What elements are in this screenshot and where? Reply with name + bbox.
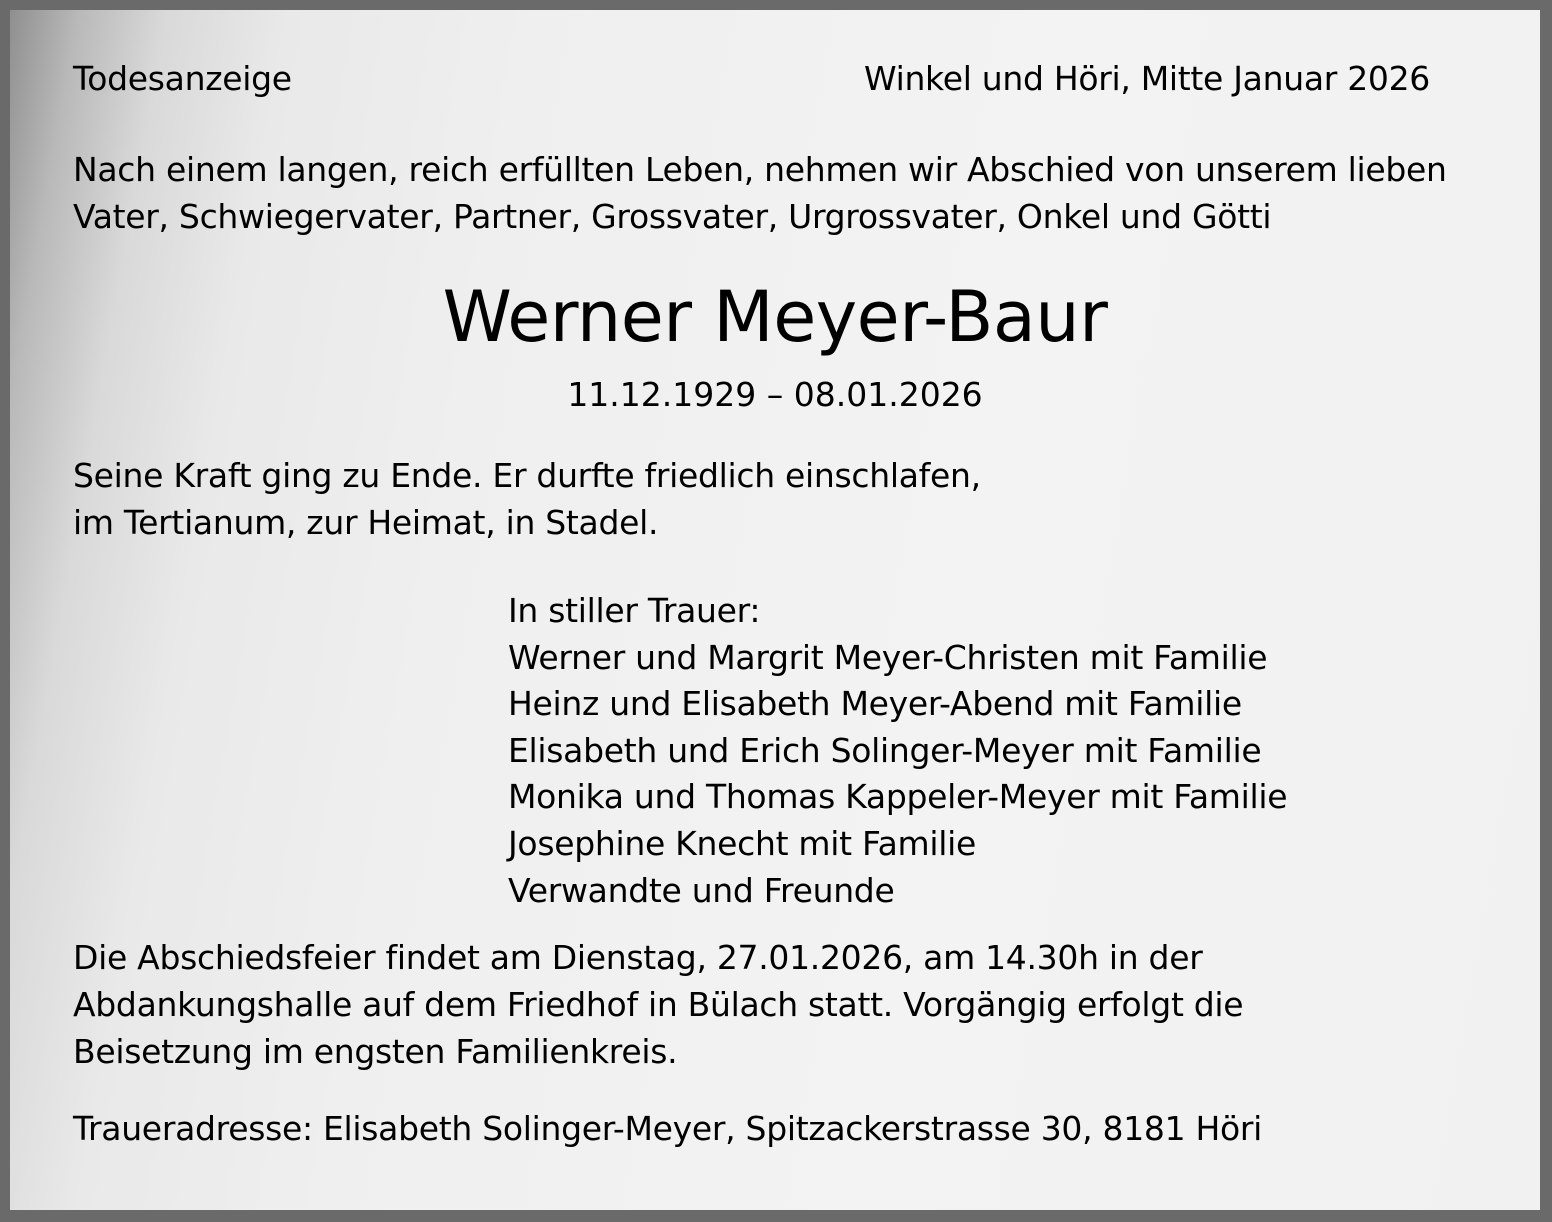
intro-line: Nach einem langen, reich erfüllten Leben, nehmen wir Abschied von unserem lieben	[73, 150, 1447, 189]
mourning-address: Traueradresse: Elisabeth Solinger-Meyer, Spitzackerstrasse 30, 8181 Höri	[73, 1109, 1263, 1148]
passing-line: Seine Kraft ging zu Ende. Er durfte friedlich einschlafen,	[73, 456, 981, 495]
intro-text	[73, 146, 1447, 240]
ceremony-text	[73, 934, 1243, 1075]
passing-line: im Tertianum, zur Heimat, in Stadel.	[73, 503, 659, 542]
ceremony-line: Beisetzung im engsten Familienkreis.	[73, 1032, 678, 1071]
ceremony-line: Abdankungshalle auf dem Friedhof in Bülach statt. Vorgängig erfolgt die	[73, 985, 1244, 1024]
mourners-list	[508, 588, 1287, 914]
mourners-heading: In stiller Trauer:	[508, 591, 761, 630]
deceased-name: Werner Meyer-Baur	[442, 276, 1108, 358]
passing-text	[73, 452, 981, 546]
mourner-entry: Elisabeth und Erich Solinger-Meyer mit Familie	[508, 730, 1262, 770]
mourner-entry: Verwandte und Freunde	[508, 870, 895, 910]
mourner-entry: Monika und Thomas Kappeler-Meyer mit Familie	[508, 777, 1288, 817]
notice-type-label: Todesanzeige	[73, 59, 292, 98]
mourner-entry: Heinz und Elisabeth Meyer-Abend mit Familie	[508, 684, 1242, 724]
intro-line: Vater, Schwiegervater, Partner, Grossvater, Urgrossvater, Onkel und Götti	[73, 197, 1272, 236]
ceremony-line: Die Abschiedsfeier findet am Dienstag, 27.01.2026, am 14.30h in der	[73, 938, 1203, 977]
obituary-notice	[10, 10, 1540, 1210]
life-dates: 11.12.1929 – 08.01.2026	[567, 375, 983, 414]
place-and-date: Winkel und Höri, Mitte Januar 2026	[863, 59, 1430, 98]
mourner-entry: Josephine Knecht mit Familie	[508, 823, 976, 863]
mourner-entry: Werner und Margrit Meyer-Christen mit Familie	[508, 637, 1268, 677]
